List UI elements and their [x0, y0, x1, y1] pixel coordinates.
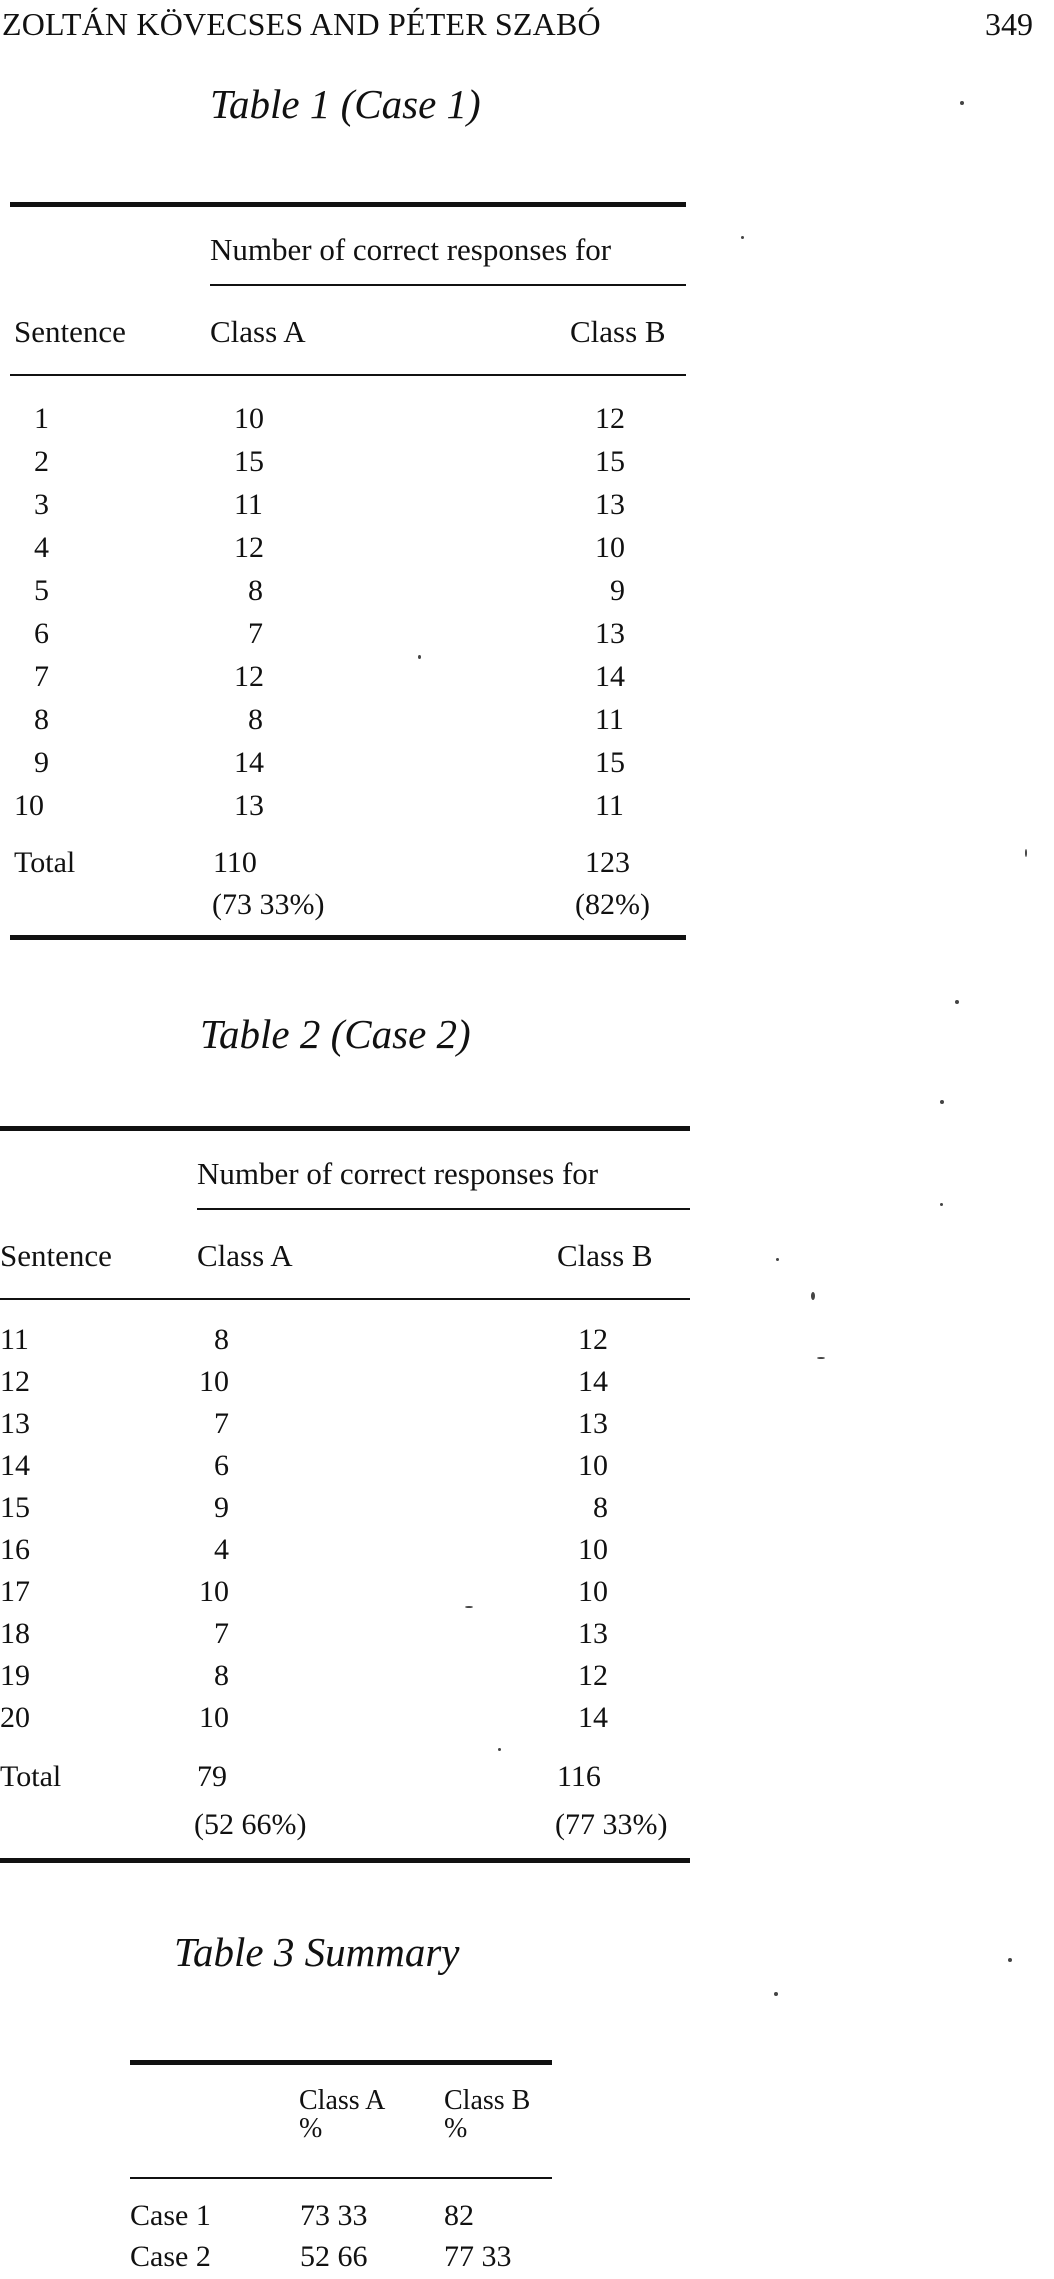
table-1-row-9-class-b: 15 [595, 746, 625, 779]
table-3-unit-a: % [299, 2113, 323, 2144]
scan-speck [1008, 1958, 1012, 1962]
page-number: 349 [985, 6, 1033, 42]
table-2-row-3-sentence: 13 [0, 1407, 30, 1440]
table-2-row-8-class-b: 13 [578, 1617, 608, 1650]
table-1-title: Table 1 (Case 1) [210, 81, 481, 127]
scan-speck [940, 1100, 944, 1104]
table-2-row-2-sentence: 12 [0, 1365, 30, 1398]
table-2-row-1-class-b: 12 [578, 1323, 608, 1356]
table-2-row-3-class-a: 7 [214, 1407, 229, 1440]
table-1-row-3-class-b: 13 [595, 488, 625, 521]
table-2-row-8-class-a: 7 [214, 1617, 229, 1650]
table-2-col-class-a: Class A [197, 1238, 293, 1273]
table-2-row-6-class-b: 10 [578, 1533, 608, 1566]
table-1-row-1-class-a: 10 [234, 402, 264, 435]
table-1-row-8-class-b: 11 [595, 703, 624, 736]
table-1-bottom-rule [10, 935, 686, 940]
scan-speck [811, 1292, 815, 1300]
table-1-col-class-a: Class A [210, 314, 306, 349]
table-2-row-10-class-b: 14 [578, 1701, 608, 1734]
table-2-row-7-class-b: 10 [578, 1575, 608, 1608]
table-2-row-2-class-b: 14 [578, 1365, 608, 1398]
table-3-top-rule [130, 2060, 552, 2065]
table-2-row-1-class-a: 8 [214, 1323, 229, 1356]
table-2-row-4-class-b: 10 [578, 1449, 608, 1482]
table-1-group-header: Number of correct responses for [210, 232, 612, 267]
table-2-row-9-sentence: 19 [0, 1659, 30, 1692]
table-1-col-sentence: Sentence [14, 314, 126, 349]
table-1-row-1-sentence: 1 [34, 402, 49, 435]
table-3-row-case-2-class-a: 52 66 [300, 2240, 368, 2273]
table-3-row-case-1-class-a: 73 33 [300, 2199, 368, 2232]
running-head: ZOLTÁN KÖVECSES AND PÉTER SZABÓ [2, 6, 601, 42]
table-1-row-1-class-b: 12 [595, 402, 625, 435]
table-1-row-10-class-a: 13 [234, 789, 264, 822]
table-2-bottom-rule [0, 1858, 690, 1863]
table-1-row-2-class-b: 15 [595, 445, 625, 478]
table-1-row-2-sentence: 2 [34, 445, 49, 478]
table-2-percent-class-b: (77 33%) [555, 1808, 668, 1841]
table-3-col-class-b: Class B [444, 2085, 531, 2116]
table-2-row-9-class-b: 12 [578, 1659, 608, 1692]
table-2-row-7-sentence: 17 [0, 1575, 30, 1608]
table-3-row-case-1-label: Case 1 [130, 2199, 211, 2232]
table-1-row-2-class-a: 15 [234, 445, 264, 478]
table-1-row-6-class-a: 7 [248, 617, 263, 650]
table-1-row-6-class-b: 13 [595, 617, 625, 650]
table-1-row-4-sentence: 4 [34, 531, 49, 564]
table-1 [0, 70, 1054, 950]
table-1-row-7-class-a: 12 [234, 660, 264, 693]
table-1-total-class-b: 123 [585, 846, 630, 879]
table-3-col-class-a: Class A [299, 2085, 386, 2116]
table-1-top-rule [10, 202, 686, 207]
table-2-row-10-class-a: 10 [199, 1701, 229, 1734]
table-1-total-class-a: 110 [213, 846, 257, 879]
table-1-row-10-class-b: 11 [595, 789, 624, 822]
table-2-total-label: Total [0, 1760, 62, 1793]
table-2-row-10-sentence: 20 [0, 1701, 30, 1734]
table-1-row-7-sentence: 7 [34, 660, 49, 693]
table-2-row-3-class-b: 13 [578, 1407, 608, 1440]
table-1-row-10-sentence: 10 [14, 789, 44, 822]
table-2 [0, 1010, 1054, 1890]
table-1-row-9-class-a: 14 [234, 746, 264, 779]
table-2-row-9-class-a: 8 [214, 1659, 229, 1692]
table-1-col-class-b: Class B [570, 314, 666, 349]
table-2-group-header: Number of correct responses for [197, 1156, 599, 1191]
table-2-col-class-b: Class B [557, 1238, 653, 1273]
table-2-row-6-class-a: 4 [214, 1533, 229, 1566]
scan-speck [418, 655, 421, 659]
scan-speck [776, 1258, 779, 1261]
table-2-row-1-sentence: 11 [0, 1323, 29, 1356]
table-1-percent-class-a: (73 33%) [212, 888, 325, 921]
table-2-total-class-b: 116 [557, 1760, 601, 1793]
table-2-percent-class-a: (52 66%) [194, 1808, 307, 1841]
table-2-row-6-sentence: 16 [0, 1533, 30, 1566]
scan-speck [498, 1748, 501, 1751]
table-2-col-sentence: Sentence [0, 1238, 112, 1273]
table-3-row-case-2-label: Case 2 [130, 2240, 211, 2273]
table-2-row-5-sentence: 15 [0, 1491, 30, 1524]
table-2-row-5-class-a: 9 [214, 1491, 229, 1524]
table-3-title: Table 3 Summary [174, 1929, 460, 1975]
table-1-row-3-class-a: 11 [234, 488, 263, 521]
scan-speck [955, 1000, 959, 1004]
table-2-row-2-class-a: 10 [199, 1365, 229, 1398]
table-1-row-4-class-a: 12 [234, 531, 264, 564]
table-2-group-rule [197, 1208, 690, 1210]
table-1-row-7-class-b: 14 [595, 660, 625, 693]
table-1-percent-class-b: (82%) [575, 888, 650, 921]
scan-speck [940, 1203, 943, 1206]
table-1-row-5-sentence: 5 [34, 574, 49, 607]
table-1-row-3-sentence: 3 [34, 488, 49, 521]
table-1-group-rule [210, 284, 686, 286]
table-2-title: Table 2 (Case 2) [200, 1011, 471, 1057]
table-3 [0, 1928, 1054, 2278]
table-2-row-8-sentence: 18 [0, 1617, 30, 1650]
scan-speck [1025, 849, 1027, 857]
table-2-row-5-class-b: 8 [593, 1491, 608, 1524]
table-1-row-8-sentence: 8 [34, 703, 49, 736]
table-1-row-8-class-a: 8 [248, 703, 263, 736]
table-2-header-rule [0, 1298, 690, 1300]
table-1-header-rule [10, 374, 686, 376]
table-2-row-7-class-a: 10 [199, 1575, 229, 1608]
scan-speck [741, 236, 744, 239]
table-2-top-rule [0, 1126, 690, 1131]
table-1-row-5-class-a: 8 [248, 574, 263, 607]
table-1-total-label: Total [14, 846, 76, 879]
scan-speck [960, 101, 964, 105]
scan-speck [817, 1357, 825, 1359]
table-2-row-4-sentence: 14 [0, 1449, 30, 1482]
scan-speck [774, 1992, 778, 1996]
table-2-total-class-a: 79 [197, 1760, 227, 1793]
table-3-header-rule [130, 2177, 552, 2179]
page-header [0, 0, 1054, 60]
table-2-row-4-class-a: 6 [214, 1449, 229, 1482]
table-3-unit-b: % [444, 2113, 468, 2144]
table-1-row-4-class-b: 10 [595, 531, 625, 564]
table-3-row-case-2-class-b: 77 33 [444, 2240, 512, 2273]
scan-speck [465, 1606, 473, 1608]
table-1-row-9-sentence: 9 [34, 746, 49, 779]
table-3-row-case-1-class-b: 82 [444, 2199, 474, 2232]
table-1-row-5-class-b: 9 [610, 574, 625, 607]
table-1-row-6-sentence: 6 [34, 617, 49, 650]
